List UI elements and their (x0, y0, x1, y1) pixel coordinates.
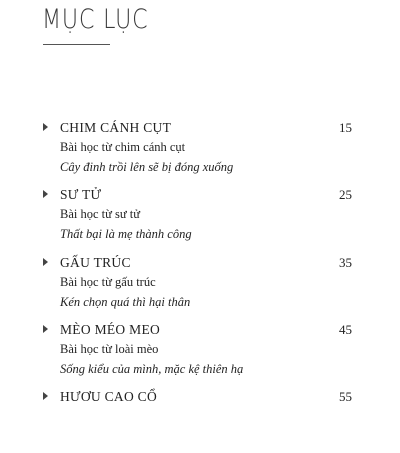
triangle-bullet-icon (43, 190, 48, 198)
chapter-title: SƯ TỬ (60, 187, 102, 202)
toc-entry[interactable] (0, 389, 400, 453)
triangle-bullet-icon (43, 325, 48, 333)
motto-text: Sống kiểu của mình, mặc kệ thiên hạ (60, 362, 244, 376)
chapter-title: GẤU TRÚC (60, 255, 131, 270)
triangle-bullet-icon (43, 258, 48, 266)
page-number: 35 (339, 255, 352, 270)
page-title: MỤC LỤC (42, 4, 149, 35)
chapter-title: HƯƠU CAO CỔ (60, 389, 158, 404)
page-number: 55 (339, 389, 352, 404)
triangle-bullet-icon (43, 392, 48, 400)
motto-text: Thất bại là mẹ thành công (60, 227, 192, 241)
toc-entry[interactable] (0, 187, 400, 251)
lesson-subtitle: Bài học từ gấu trúc (60, 275, 156, 289)
toc-entry[interactable] (0, 120, 400, 184)
page-number: 25 (339, 187, 352, 202)
toc-entry[interactable] (0, 255, 400, 319)
motto-text: Kén chọn quá thì hại thân (60, 295, 191, 309)
triangle-bullet-icon (43, 123, 48, 131)
lesson-subtitle: Bài học từ loài mèo (60, 342, 159, 356)
chapter-title: CHIM CÁNH CỤT (60, 120, 172, 135)
lesson-subtitle: Bài học từ chim cánh cụt (60, 140, 186, 154)
page-number: 45 (339, 322, 352, 337)
lesson-subtitle: Bài học từ sư tử (60, 207, 141, 221)
toc-entry[interactable] (0, 322, 400, 386)
page-number: 15 (339, 120, 352, 135)
motto-text: Cây đinh trồi lên sẽ bị đóng xuống (60, 160, 234, 174)
chapter-title: MÈO MÉO MEO (60, 322, 161, 337)
